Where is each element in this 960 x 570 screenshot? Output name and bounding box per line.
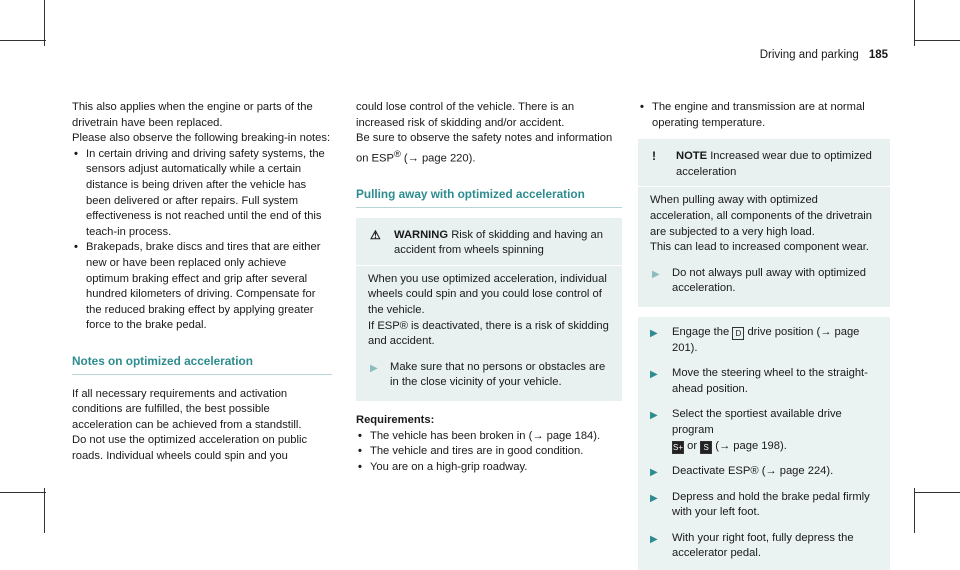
step-arrow-icon: ▶ xyxy=(650,410,658,422)
paragraph: If all necessary requirements and activation conditions are fulfilled, the best possible acceleration can be achieved from a standstill. xyxy=(72,387,302,431)
section-heading: Pulling away with optimized acceleration xyxy=(356,187,622,208)
procedure-step xyxy=(638,407,880,454)
page-number: 185 xyxy=(868,49,888,61)
list-item: • In certain driving and driving safety systems, the sensors adjust automatically while a certain distance is being driven after the vehicle has been delivered or after repairs. Full system effectiveness is not reached until the end of this teach-in process. xyxy=(72,147,332,241)
step-arrow-icon: ▶ xyxy=(650,369,658,381)
crop-mark xyxy=(914,40,960,41)
step-text: With your right foot, fully depress the accelerator pedal. xyxy=(672,531,854,560)
section-heading: Notes on optimized acceleration xyxy=(72,354,332,375)
page-reference-link[interactable]: (→ page 220). xyxy=(400,152,476,165)
step-text: Select the sportiest available drive program xyxy=(672,408,842,436)
step-arrow-icon: ▶ xyxy=(650,467,658,479)
note-box xyxy=(638,139,890,307)
note-label: NOTE xyxy=(676,150,708,163)
drive-position-d-icon: D xyxy=(732,327,744,340)
crop-mark xyxy=(44,488,45,533)
step-arrow-icon: ▶ xyxy=(650,533,658,545)
sport-program-icon: S xyxy=(700,441,712,454)
column-3 xyxy=(638,100,890,570)
list-item: • You are on a high-grip roadway. xyxy=(356,460,622,476)
note-paragraph: This can lead to increased component wear. xyxy=(650,241,869,254)
note-title xyxy=(676,149,880,180)
paragraph: Do not use the optimized acceleration on public roads. Individual wheels could spin and you xyxy=(72,434,308,462)
step-text: (→ page 198). xyxy=(715,439,787,452)
list-item: • The vehicle has been broken in (→ page 184). xyxy=(356,429,622,445)
breaking-in-list xyxy=(72,147,332,334)
step-text: Depress and hold the brake pedal firmly with your left foot. xyxy=(672,490,870,519)
column-1 xyxy=(72,100,332,464)
esp-note-text: Be sure to observe the safety notes and information on ESP xyxy=(356,132,613,165)
warning-paragraph: When you use optimized acceleration, individual wheels could spin and you could lose control of the vehicle. xyxy=(368,272,607,317)
warning-step-text: Make sure that no persons or obstacles are in the close vicinity of your vehicle. xyxy=(390,360,606,389)
list-item: • The engine and transmission are at normal operating temperature. xyxy=(638,100,890,131)
step-arrow-icon: ▶ xyxy=(650,492,658,504)
step-text: Deactivate ESP® (→ page 224). xyxy=(672,465,834,478)
warning-title-text: Risk of skidding and having an accident from wheels spinning xyxy=(394,228,603,257)
crop-mark xyxy=(914,492,960,493)
requirements-list xyxy=(356,429,622,476)
requirements-list-continued xyxy=(638,100,890,131)
procedure-step xyxy=(638,490,880,521)
warning-step xyxy=(368,360,610,391)
crop-mark xyxy=(914,0,915,46)
procedure-step xyxy=(638,531,880,562)
warning-box xyxy=(356,218,622,401)
sport-plus-program-icon: S+ xyxy=(673,442,684,452)
crop-mark xyxy=(0,40,46,41)
step-text: or xyxy=(687,439,698,452)
step-text: Move the steering wheel to the straight-ahead position. xyxy=(672,367,868,395)
warning-header xyxy=(356,218,622,265)
procedure-step xyxy=(638,464,880,480)
procedure-step xyxy=(638,366,880,397)
intro-paragraph: Please also observe the following breaking-in notes: xyxy=(72,132,331,145)
note-header xyxy=(638,139,890,186)
page-header xyxy=(760,48,888,64)
intro-paragraph: This also applies when the engine or parts of the drivetrain have been replaced. xyxy=(72,101,313,129)
section-title: Driving and parking xyxy=(759,49,859,61)
list-item: • Brakepads, brake discs and tires that are either new or have been replaced only achieve optimum braking effect and grip after several hundred kilometers of driving. Compensate for the reduced braking effect by applying greater force to the brake pedal. xyxy=(72,240,332,334)
warning-triangle-icon: ⚠ xyxy=(370,227,381,242)
warning-title xyxy=(394,228,612,259)
note-paragraph: When pulling away with optimized acceleration, all components of the drivetrain are subjected to a very high load. xyxy=(650,194,873,238)
requirements-heading: Requirements: xyxy=(356,414,435,427)
step-arrow-icon: ▶ xyxy=(652,268,660,280)
procedure-step xyxy=(638,325,880,356)
step-text: drive position (→ page 201). xyxy=(672,325,860,354)
esp-note: Be sure to observe the safety notes and information on ESP® (→ page 220). xyxy=(356,132,613,165)
warning-paragraph: If ESP® is deactivated, there is a risk of skidding and accident. xyxy=(368,319,609,348)
note-step-text: Do not always pull away with optimized acceleration. xyxy=(672,266,867,295)
exclamation-icon: ! xyxy=(652,149,656,164)
list-item: • The vehicle and tires are in good condition. xyxy=(356,444,622,460)
note-step xyxy=(650,266,878,297)
column-2 xyxy=(356,100,622,475)
warning-label: WARNING xyxy=(394,228,449,241)
crop-mark xyxy=(914,488,915,533)
crop-mark xyxy=(44,0,45,46)
paragraph: could lose control of the vehicle. There is an increased risk of skidding and/or accident. xyxy=(356,101,575,129)
note-title-text: Increased wear due to optimized acceleration xyxy=(676,150,872,178)
procedure-steps xyxy=(638,317,890,570)
step-arrow-icon: ▶ xyxy=(650,327,658,339)
warning-body xyxy=(356,265,622,401)
note-body xyxy=(638,186,890,307)
step-arrow-icon: ▶ xyxy=(370,362,378,374)
crop-mark xyxy=(0,492,46,493)
step-text: Engage the xyxy=(672,325,730,338)
